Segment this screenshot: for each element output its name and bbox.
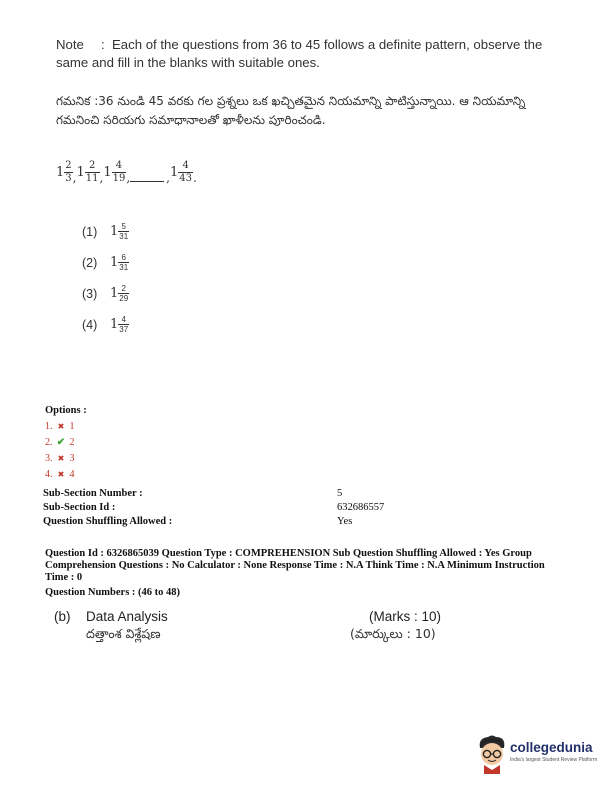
question-info: Question Id : 6326865039 Question Type : COMPREHENSION Sub Question Shuffling Allowed : Yes Group Comprehension Questions : No Calculator : None Response Time : N.A Think Time : N.A Minimum Instruction Time : 0 <box>45 548 545 583</box>
subsection-id-label: Sub-Section Id : <box>43 502 116 513</box>
option-1-value: 1 <box>69 421 75 432</box>
sequence-term-5-denominator: 43 <box>179 173 193 184</box>
number-sequence: 1 $\frac{2}{3}$ ,1 $\frac{2}{11}$ ,1 $\frac{4}{19}$ , ,1 $\frac{4}{43}$ . <box>56 160 197 185</box>
option-2-value: 2 <box>69 437 75 448</box>
sequence-term-5-fraction <box>178 160 193 185</box>
sequence-term-1-denominator: 3 <box>65 173 72 184</box>
shuffle-value: Yes <box>337 516 353 527</box>
sequence-term-3-denominator: 19 <box>112 173 126 184</box>
choice-1-label: (1) <box>82 224 98 239</box>
choice-4-label: (4) <box>82 317 98 332</box>
choice-3-numerator: 2 <box>121 284 126 293</box>
sequence-term-5-numerator: 4 <box>182 160 189 171</box>
sequence-term-2-numerator: 2 <box>88 160 96 171</box>
telugu-note: గమనిక :36 నుండి 45 వరకు గల ప్రశ్నలు ఒక ఖచ్చితమైన నియమాన్ని పాటిస్తున్నాయి. ఆ నియమాన్ని గమనించి సరియగు సమాధానాలతో ఖాళీలను పూరించండి. <box>56 94 526 127</box>
cross-icon: ✖ <box>57 454 65 463</box>
brand-tagline: India's largest Student Review Platform <box>510 757 598 763</box>
choice-1-whole: 1 <box>110 224 119 239</box>
sequence-term-3-numerator: 4 <box>115 160 123 171</box>
option-3 <box>45 453 75 464</box>
question-numbers: Question Numbers : (46 to 48) <box>45 587 181 598</box>
sequence-term-5-whole: 1 <box>170 165 179 180</box>
option-4-value: 4 <box>69 469 75 480</box>
choice-3-fraction <box>118 284 129 303</box>
choice-2-whole: 1 <box>110 255 119 270</box>
choice-4-whole: 1 <box>110 317 119 332</box>
choice-1-numerator: 5 <box>121 222 126 231</box>
choice-4 <box>82 315 129 334</box>
collegedunia-mascot-icon <box>474 734 510 774</box>
choice-3-denominator: 29 <box>119 294 129 303</box>
choice-3-whole: 1 <box>110 286 119 301</box>
option-3-value: 3 <box>69 453 75 464</box>
subsection-number-label: Sub-Section Number : <box>43 488 143 499</box>
choice-4-denominator: 37 <box>119 325 129 334</box>
choice-4-fraction <box>118 315 129 334</box>
brand-name: collegedunia <box>510 740 593 755</box>
choice-2 <box>82 253 129 272</box>
note-label: Note <box>56 37 84 52</box>
choice-3 <box>82 284 129 303</box>
choice-2-numerator: 6 <box>121 253 126 262</box>
section-marks: (Marks : 10) <box>369 609 442 624</box>
choice-2-fraction <box>118 253 129 272</box>
choice-2-label: (2) <box>82 255 98 270</box>
cross-icon: ✖ <box>57 422 65 431</box>
sequence-term-2-whole: 1 <box>76 165 85 180</box>
choice-1-fraction <box>118 222 129 241</box>
options-heading: Options : <box>45 405 87 416</box>
option-1-index: 1. <box>45 421 53 432</box>
section-label: (b) <box>54 609 71 624</box>
choice-3-label: (3) <box>82 286 98 301</box>
shuffle-label: Question Shuffling Allowed : <box>43 516 173 527</box>
cross-icon: ✖ <box>57 470 65 479</box>
option-2 <box>45 437 75 448</box>
note-text: Each of the questions from 36 to 45 follows a definite pattern, observe the same and fill in the blanks with suitable ones. <box>56 37 543 70</box>
choice-4-numerator: 4 <box>121 315 126 324</box>
section-title: Data Analysis <box>86 609 168 624</box>
sequence-term-1-fraction <box>64 160 72 185</box>
sequence-term-2-denominator: 11 <box>85 173 99 184</box>
sequence-term-3-fraction <box>112 160 127 185</box>
check-icon: ✔ <box>56 437 66 448</box>
section-title-telugu: దత్తాంశ విశ్లేషణ <box>86 626 161 641</box>
sequence-term-1-whole: 1 <box>56 165 65 180</box>
choice-1 <box>82 222 129 241</box>
sequence-term-1-numerator: 2 <box>65 160 72 171</box>
option-2-index: 2. <box>45 437 53 448</box>
option-4 <box>45 469 75 480</box>
choice-1-denominator: 31 <box>119 232 129 241</box>
sequence-blank <box>130 181 164 182</box>
sequence-term-3-whole: 1 <box>103 165 112 180</box>
option-4-index: 4. <box>45 469 53 480</box>
option-3-index: 3. <box>45 453 53 464</box>
note-separator: : <box>101 37 105 52</box>
question-note <box>56 36 556 72</box>
subsection-id-value: 632686557 <box>337 502 385 513</box>
subsection-number-value: 5 <box>337 488 343 499</box>
sequence-term-2-fraction <box>85 160 100 185</box>
section-marks-telugu: (మార్కులు : 10) <box>350 626 436 641</box>
choice-2-denominator: 31 <box>119 263 129 272</box>
option-1 <box>45 421 75 432</box>
